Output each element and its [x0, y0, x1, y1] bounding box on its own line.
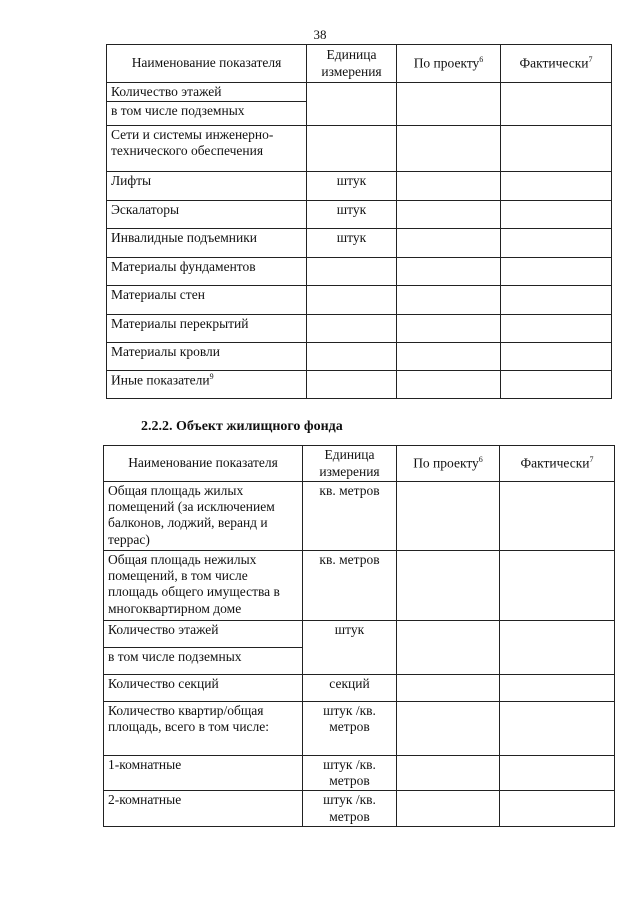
row-label-floors: Количество этажей — [104, 621, 303, 648]
row-label-sections: Количество секций — [104, 675, 303, 702]
row-label-escalators: Эскалаторы — [107, 201, 307, 229]
header-unit: Единица измерения — [303, 446, 397, 482]
table-row — [107, 201, 612, 229]
row-label-foundation: Материалы фундаментов — [107, 258, 307, 286]
row-label-elevators: Лифты — [107, 172, 307, 201]
table-row — [104, 756, 615, 791]
cell-unit — [307, 83, 397, 126]
cell-unit: штук — [307, 172, 397, 201]
cell-unit — [307, 286, 397, 315]
page-number: 38 — [313, 27, 327, 42]
cell-actual — [500, 756, 615, 791]
cell-actual — [501, 371, 612, 399]
cell-unit — [307, 315, 397, 343]
header-project: По проекту$^6$ — [397, 446, 500, 482]
housing-indicators-table — [103, 445, 615, 827]
cell-project — [397, 482, 500, 551]
cell-actual — [501, 315, 612, 343]
cell-unit: кв. метров — [303, 482, 397, 551]
cell-unit — [307, 258, 397, 286]
row-label-networks: Сети и системы инженерно-технического обеспечения — [107, 126, 307, 172]
row-label-two-room: 2-комнатные — [104, 791, 303, 826]
table-row — [107, 83, 612, 102]
table-row — [107, 343, 612, 371]
header-project: По проекту$^6$ — [397, 45, 501, 83]
row-label-walls: Материалы стен — [107, 286, 307, 315]
cell-project — [397, 201, 501, 229]
table-row — [104, 551, 615, 621]
cell-project — [397, 621, 500, 675]
row-label-nonliving-area: Общая площадь нежилых помещений, в том числе площадь общего имущества в многоквартирном доме — [104, 551, 303, 621]
row-label-living-area: Общая площадь жилых помещений (за исключением балконов, лоджий, веранд и террас) — [104, 482, 303, 551]
row-label-floors-underground: в том числе подземных — [107, 102, 307, 126]
cell-actual — [500, 702, 615, 756]
cell-actual — [500, 675, 615, 702]
cell-actual — [500, 551, 615, 621]
header-indicator-name: Наименование показателя — [107, 45, 307, 83]
cell-unit: штук /кв. метров — [303, 702, 397, 756]
header-indicator-name: Наименование показателя — [104, 446, 303, 482]
cell-project — [397, 791, 500, 826]
cell-actual — [501, 172, 612, 201]
row-label-apartments: Количество квартир/общая площадь, всего в том числе: — [104, 702, 303, 756]
cell-project — [397, 756, 500, 791]
row-label-floors-underground: в том числе подземных — [104, 648, 303, 675]
cell-actual — [501, 258, 612, 286]
table-row — [104, 621, 615, 648]
cell-project — [397, 551, 500, 621]
cell-project — [397, 229, 501, 258]
table-row — [107, 126, 612, 172]
cell-unit: секций — [303, 675, 397, 702]
cell-actual — [500, 791, 615, 826]
cell-unit — [307, 126, 397, 172]
cell-actual — [501, 286, 612, 315]
cell-project — [397, 343, 501, 371]
cell-project — [397, 371, 501, 399]
table-row — [104, 482, 615, 551]
cell-actual — [501, 83, 612, 126]
cell-project — [397, 315, 501, 343]
cell-actual — [501, 201, 612, 229]
table-row — [104, 702, 615, 756]
cell-actual — [500, 482, 615, 551]
cell-unit: штук /кв. метров — [303, 756, 397, 791]
cell-project — [397, 83, 501, 126]
cell-unit — [307, 343, 397, 371]
cell-project — [397, 286, 501, 315]
table-header-row — [104, 446, 615, 482]
table-header-row — [107, 45, 612, 83]
cell-project — [397, 172, 501, 201]
cell-project — [397, 126, 501, 172]
table-row — [107, 371, 612, 399]
cell-unit — [307, 371, 397, 399]
cell-actual — [500, 621, 615, 675]
table-row — [107, 229, 612, 258]
row-label-floor-slabs: Материалы перекрытий — [107, 315, 307, 343]
cell-project — [397, 702, 500, 756]
cell-project — [397, 675, 500, 702]
building-indicators-table — [106, 44, 612, 399]
cell-actual — [501, 229, 612, 258]
table-row — [107, 286, 612, 315]
table-row — [107, 172, 612, 201]
cell-unit: штук — [307, 201, 397, 229]
header-actual: Фактически$^7$ — [501, 45, 612, 83]
table-row — [107, 258, 612, 286]
cell-unit: штук /кв. метров — [303, 791, 397, 826]
cell-actual — [501, 343, 612, 371]
cell-unit: кв. метров — [303, 551, 397, 621]
cell-unit: штук — [303, 621, 397, 675]
row-label-disabled-lifts: Инвалидные подъемники — [107, 229, 307, 258]
row-label-floors: Количество этажей — [107, 83, 307, 102]
table-row — [104, 791, 615, 826]
cell-actual — [501, 126, 612, 172]
cell-unit: штук — [307, 229, 397, 258]
row-label-other: Иные показатели$^9$ — [107, 371, 307, 399]
table-row — [104, 675, 615, 702]
row-label-one-room: 1-комнатные — [104, 756, 303, 791]
table-row — [107, 315, 612, 343]
cell-project — [397, 258, 501, 286]
header-unit: Единица измерения — [307, 45, 397, 83]
section-heading: 2.2.2. Объект жилищного фонда — [141, 419, 343, 434]
row-label-roof: Материалы кровли — [107, 343, 307, 371]
header-actual: Фактически$^7$ — [500, 446, 615, 482]
